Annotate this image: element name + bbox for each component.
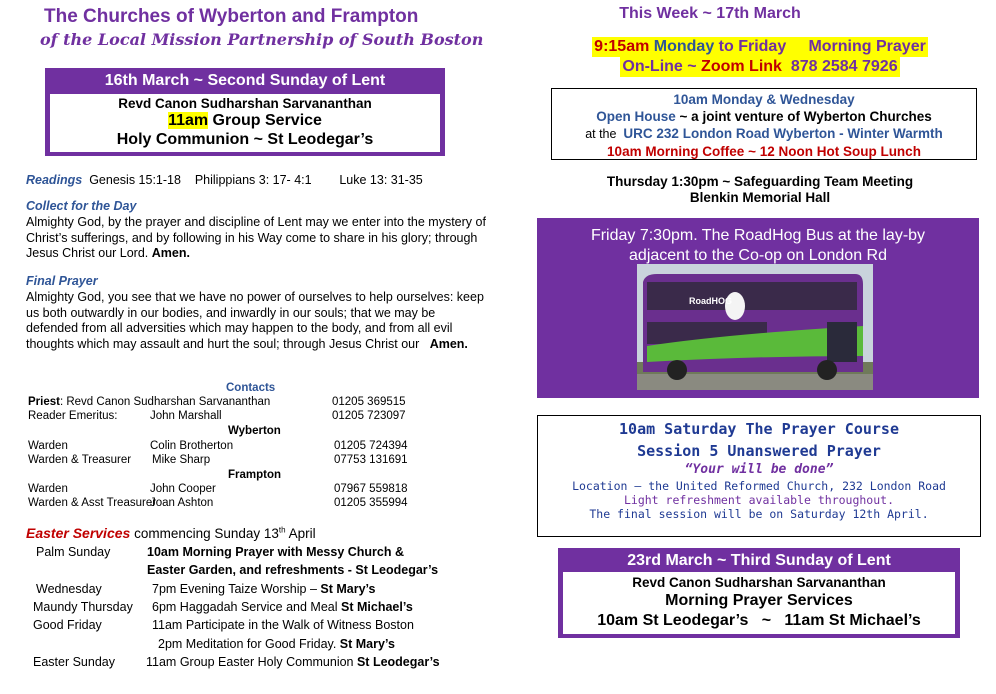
- easter-palm-day: Palm Sunday: [36, 545, 111, 559]
- page-subtitle: of the Local Mission Partnership of South Boston: [40, 30, 484, 49]
- page-title: The Churches of Wyberton and Frampton: [44, 6, 419, 27]
- easter-heading-rest: commencing Sunday 13: [130, 526, 279, 541]
- easter-es-place: St Leodegar’s: [356, 655, 440, 669]
- prayer-course-refreshment: Light refreshment available throughout.: [623, 493, 895, 507]
- next-sunday-details: [563, 572, 955, 634]
- open-house-venture: ~ a joint venture of Wyberton Churches: [675, 109, 932, 124]
- easter-gf-1: 11am Participate in the Walk of Witness Boston: [152, 618, 414, 632]
- reader-phone: 01205 723097: [332, 410, 406, 422]
- next-sunday-header: 23rd March ~ Third Sunday of Lent: [627, 552, 891, 569]
- thursday-meeting: [560, 174, 960, 206]
- friday-line1: Friday 7:30pm. The RoadHog Bus at the lay-by: [590, 227, 926, 244]
- easter-heading-sup: th: [278, 525, 286, 535]
- wyberton-heading: Wyberton: [228, 425, 281, 437]
- f-warden-name: John Cooper: [150, 483, 216, 495]
- sunday-service-box: [45, 68, 445, 156]
- thursday-line1: Thursday 1:30pm ~ Safeguarding Team Meeting: [606, 174, 914, 189]
- roadhog-bus-box: [537, 218, 979, 398]
- easter-wed-place: St Mary’s: [320, 582, 376, 596]
- final-prayer-heading: Final Prayer: [26, 274, 98, 288]
- open-house-days: 10am Monday & Wednesday: [673, 92, 855, 107]
- w-warden-phone: 01205 724394: [334, 440, 408, 452]
- f-wat-name: Joan Ashton: [150, 497, 214, 509]
- roadhog-text: [537, 226, 979, 266]
- w-warden-name: Colin Brotherton: [150, 440, 234, 452]
- zoom-link[interactable]: Zoom Link: [701, 58, 782, 75]
- easter-maundy-place: St Michael’s: [341, 600, 413, 614]
- this-week-heading: This Week ~ 17th March: [619, 5, 801, 22]
- w-wt-phone: 07753 131691: [334, 454, 408, 466]
- sunday-service-details: [50, 94, 440, 152]
- readings-text: Genesis 15:1-18 Philippians 3: 17- 4:1 Luke 13: 31-35: [82, 173, 423, 187]
- f-warden-label: Warden: [28, 483, 68, 495]
- sunday-service-line: [50, 112, 440, 130]
- easter-palm-2: Easter Garden, and refreshments - St Leodegar’s: [147, 563, 439, 577]
- easter-palm-1: 10am Morning Prayer with Messy Church &: [147, 545, 405, 559]
- next-sunday-service: Morning Prayer Services: [665, 592, 853, 609]
- mp-rest: to Friday Morning Prayer: [714, 38, 926, 55]
- sunday-minister: Revd Canon Sudharshan Sarvananthan: [118, 96, 372, 111]
- easter-maundy: [152, 600, 413, 614]
- easter-heading: Easter Services: [26, 525, 131, 541]
- easter-gf-day: Good Friday: [33, 618, 102, 632]
- easter-gf-2: [158, 637, 395, 651]
- f-wat-label: Warden & Asst Treasurer: [28, 497, 157, 509]
- reader-name: John Marshall: [150, 410, 222, 422]
- mp-time: 9:15am: [594, 38, 654, 55]
- next-sunday-box: [558, 548, 960, 638]
- easter-heading-end: April: [285, 526, 316, 541]
- easter-gf-event: 2pm Meditation for Good Friday.: [158, 637, 340, 651]
- prayer-course-box: [537, 415, 981, 537]
- easter-gf-place: St Mary’s: [339, 637, 395, 651]
- open-house-line2: [552, 108, 976, 125]
- priest-label: Priest: [28, 396, 60, 408]
- readings: [26, 173, 423, 189]
- frampton-heading: Frampton: [228, 469, 282, 481]
- open-house-box: [551, 88, 977, 160]
- final-prayer-body: Almighty God, you see that we have no power of ourselves to help ourselves: keep us both outwardly in our bodies, and inwardly in our souls; that we may be defended from all adversities which may happen to the body, and from all evil thoughts which may assault and hurt the soul; through Jesus Christ our: [26, 290, 488, 351]
- easter-wed: [152, 582, 376, 596]
- sunday-time: 11am: [168, 112, 209, 129]
- collect-amen: Amen.: [151, 246, 190, 260]
- f-warden-phone: 07967 559818: [334, 483, 408, 495]
- easter-maundy-day: Maundy Thursday: [33, 600, 133, 614]
- zoom-id: 878 2584 7926: [781, 58, 898, 75]
- prayer-course-session: Session 5 Unanswered Prayer: [637, 442, 881, 460]
- w-wt-name: Mike Sharp: [152, 454, 211, 466]
- next-sunday-times: 10am St Leodegar’s ~ 11am St Michael’s: [597, 612, 921, 629]
- friday-line2: adjacent to the Co-op on London Rd: [629, 247, 887, 264]
- online-label: On-Line ~: [622, 58, 702, 75]
- sunday-communion: Holy Communion ~ St Leodegar’s: [116, 131, 374, 148]
- next-sunday-minister: Revd Canon Sudharshan Sarvananthan: [632, 575, 886, 590]
- open-house-title: Open House: [596, 109, 676, 124]
- morning-prayer-banner: [560, 37, 960, 77]
- prayer-course-location: Location – the United Reformed Church, 232 London Road: [572, 479, 946, 493]
- open-house-at: at the: [585, 127, 624, 141]
- prayer-course-title: 10am Saturday The Prayer Course: [619, 420, 899, 438]
- open-house-location: URC 232 London Road Wyberton - Winter Warmth: [623, 126, 943, 141]
- easter-es: [146, 655, 440, 669]
- bus-logo-text: RoadHOG: [689, 296, 733, 306]
- w-wt-label: Warden & Treasurer: [28, 454, 132, 466]
- morning-prayer-line: [592, 37, 928, 57]
- mp-monday: Monday: [653, 38, 715, 55]
- easter-wed-event: 7pm Evening Taize Worship –: [152, 582, 321, 596]
- easter-maundy-event: 6pm Haggadah Service and Meal: [152, 600, 342, 614]
- prayer-course-quote: “Your will be done”: [684, 462, 834, 477]
- collect-text: [26, 215, 486, 262]
- collect-heading: Collect for the Day: [26, 199, 137, 213]
- priest-name: : Revd Canon Sudharshan Sarvananthan: [59, 396, 271, 408]
- thursday-line2: Blenkin Memorial Hall: [689, 190, 831, 205]
- open-house-times: 10am Morning Coffee ~ 12 Noon Hot Soup Lunch: [607, 144, 921, 159]
- easter-es-event: 11am Group Easter Holy Communion: [146, 655, 357, 669]
- open-house-line3: [552, 125, 976, 143]
- easter-heading-line: [26, 525, 316, 541]
- reader-label: Reader Emeritus:: [28, 410, 118, 422]
- w-warden-label: Warden: [28, 440, 68, 452]
- collect-body: Almighty God, by the prayer and discipline of Lent may we enter into the mystery of Christ’s sufferings, and by following in his Way come to share in his glory; through Jesus Christ our Lord.: [26, 215, 486, 260]
- online-line: [620, 57, 899, 77]
- easter-wed-day: Wednesday: [36, 582, 102, 596]
- priest-phone: 01205 369515: [332, 396, 406, 408]
- f-wat-phone: 01205 355994: [334, 497, 408, 509]
- sunday-service-header: 16th March ~ Second Sunday of Lent: [104, 72, 386, 89]
- sunday-service: Group Service: [208, 112, 322, 129]
- contact-priest: [28, 396, 270, 408]
- final-prayer-amen: Amen.: [429, 336, 468, 351]
- contacts-heading: Contacts: [226, 382, 276, 394]
- easter-es-day: Easter Sunday: [33, 655, 115, 669]
- prayer-course-final: The final session will be on Saturday 12th April.: [589, 507, 929, 521]
- final-prayer-text: [26, 290, 486, 352]
- bus-image: [637, 264, 873, 390]
- readings-label: Readings: [26, 173, 83, 187]
